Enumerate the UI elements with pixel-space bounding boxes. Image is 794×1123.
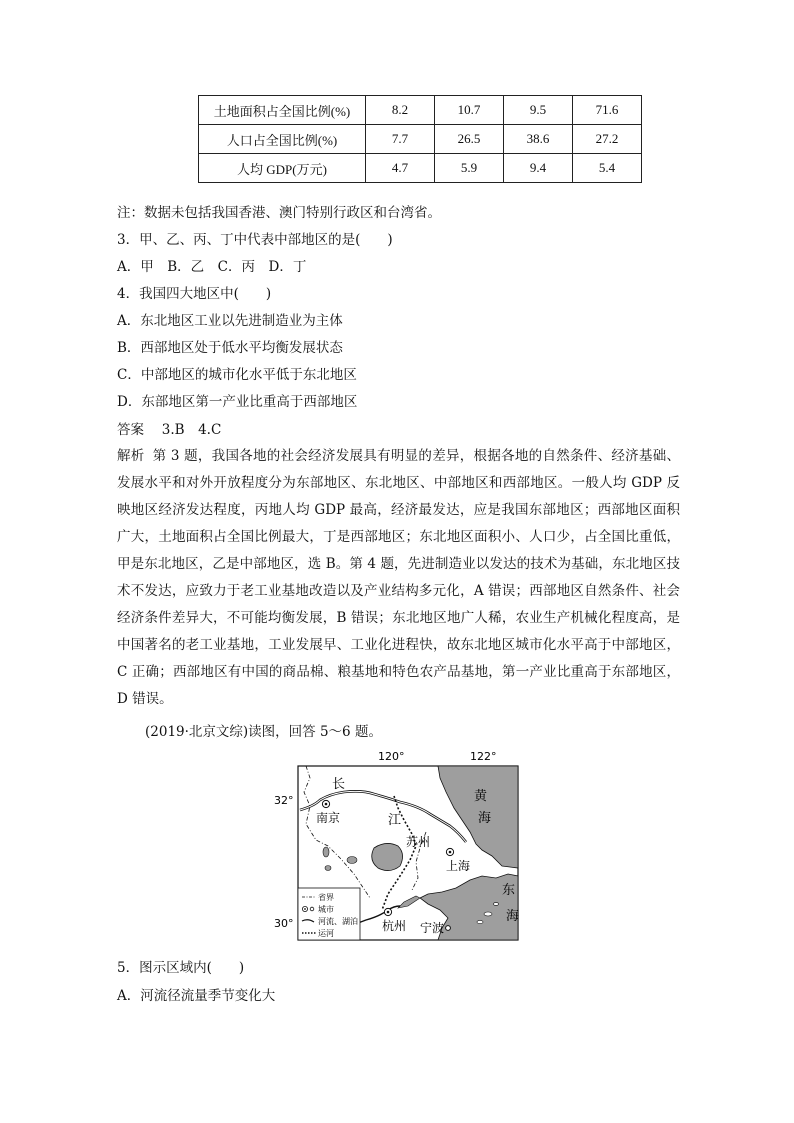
- cell: 10.7: [435, 96, 504, 125]
- row-label: 土地面积占全国比例(%): [199, 96, 366, 125]
- cell: 71.6: [573, 96, 642, 125]
- question-5-option-a: A．河流径流量季节变化大: [117, 988, 276, 1004]
- taihu-lake: [372, 843, 403, 870]
- island: [484, 912, 492, 916]
- answer-label: 答案: [117, 422, 144, 438]
- data-table: [198, 95, 642, 183]
- answer-text: 3.B 4.C: [161, 422, 222, 438]
- legend-river-label: 河流、湖泊: [318, 917, 358, 926]
- cell: 7.7: [366, 125, 435, 154]
- question-4-option-c: C．中部地区的城市化水平低于东北地区: [117, 367, 357, 383]
- legend-border-label: 省界: [318, 893, 334, 902]
- city-marker-hangzhou-dot: [387, 911, 390, 914]
- city-marker-nanjing-dot: [325, 803, 328, 806]
- analysis-text: 第 3 题，我国各地的社会经济发展具有明显的差异，根据各地的自然条件、经济基础、发展水平和对外开放程度分为东部地区、东北地区、中部地区和西部地区。一般人均 GDP 反映地区经济发达程度，丙地人均 GDP 最高，经济最发达，应是我国东部地区；西部地区面积广大，土地面积占全国比例最大，丁是西部地区；东北地区面积小、人口少，占全国比重低，甲是东北地区，乙是中部地区，选 B。第 4 题，先进制造业以发达的技术为基础，东北地区技术不发达，应致力于老工业基地改造以及产业结构多元化，A 错误；西部地区自然条件、社会经济条件差异大，不可能均衡发展，B 错误；东北地区地广人稀，农业生产机械化程度高，是中国著名的老工业基地，工业发展早、工业化进程快，故东北地区城市化水平高于中部地区，C 正确；西部地区有中国的商品棉、粮基地和特色农产品基地，第一产业比重高于东部地区，D 错误。: [117, 448, 681, 707]
- city-marker-ningbo: [446, 926, 451, 931]
- east-sea-char-1: 东: [502, 883, 516, 898]
- question-5-stem: 5．图示区域内( ): [117, 960, 245, 976]
- table-row: [199, 125, 642, 154]
- answer-line: [117, 420, 221, 440]
- question-3-options: A．甲 B．乙 C．丙 D．丁: [117, 259, 307, 275]
- yellow-sea-char-2: 海: [478, 811, 492, 826]
- cell: 26.5: [435, 125, 504, 154]
- river-char-jiang: 江: [388, 813, 402, 828]
- island: [477, 920, 483, 923]
- cell: 5.4: [573, 154, 642, 183]
- map-intro: (2019·北京文综)读图，回答 5～6 题。: [145, 724, 382, 740]
- city-label-ningbo: 宁波: [420, 921, 445, 935]
- table-row: [199, 154, 642, 183]
- analysis-paragraph: [117, 443, 680, 713]
- lake: [323, 847, 329, 857]
- cell: 9.5: [504, 96, 573, 125]
- cell: 9.4: [504, 154, 573, 183]
- east-sea-char-2: 海: [506, 909, 520, 924]
- island: [494, 903, 499, 906]
- question-4-option-b: B．西部地区处于低水平均衡发展状态: [117, 340, 343, 356]
- row-label: 人口占全国比例(%): [199, 125, 366, 154]
- question-4-option-a: A．东北地区工业以先进制造业为主体: [117, 313, 343, 329]
- map-svg: [270, 748, 530, 944]
- lon-label-122: 122°: [470, 750, 497, 763]
- legend-canal-label: 运河: [318, 929, 334, 938]
- city-label-hangzhou: 杭州: [382, 919, 407, 933]
- lon-label-120: 120°: [378, 750, 405, 763]
- legend-city-symbol-dot: [304, 908, 306, 910]
- cell: 5.9: [435, 154, 504, 183]
- lake: [325, 866, 331, 871]
- table-row: [199, 96, 642, 125]
- map-figure: [270, 748, 530, 944]
- city-marker-shanghai-dot: [449, 851, 452, 854]
- question-3-stem: 3．甲、乙、丙、丁中代表中部地区的是( ): [117, 232, 393, 248]
- cell: 8.2: [366, 96, 435, 125]
- legend-city-label: 城市: [318, 905, 334, 914]
- city-label-shanghai: 上海: [446, 859, 471, 873]
- row-label: 人均 GDP(万元): [199, 154, 366, 183]
- city-label-suzhou: 苏州: [406, 835, 431, 849]
- yellow-sea-char-1: 黄: [474, 789, 488, 804]
- analysis-label: 解析: [117, 448, 145, 464]
- cell: 27.2: [573, 125, 642, 154]
- table-note: 注：数据未包括我国香港、澳门特别行政区和台湾省。: [117, 205, 441, 221]
- city-label-nanjing: 南京: [316, 811, 341, 825]
- lat-label-32: 32°: [274, 794, 294, 807]
- lat-label-30: 30°: [274, 917, 294, 930]
- lake: [347, 857, 357, 864]
- question-4-option-d: D．东部地区第一产业比重高于西部地区: [117, 394, 358, 410]
- cell: 4.7: [366, 154, 435, 183]
- cell: 38.6: [504, 125, 573, 154]
- question-4-stem: 4．我国四大地区中( ): [117, 286, 272, 302]
- legend-town-symbol: [310, 907, 314, 911]
- river-char-chang: 长: [332, 777, 346, 792]
